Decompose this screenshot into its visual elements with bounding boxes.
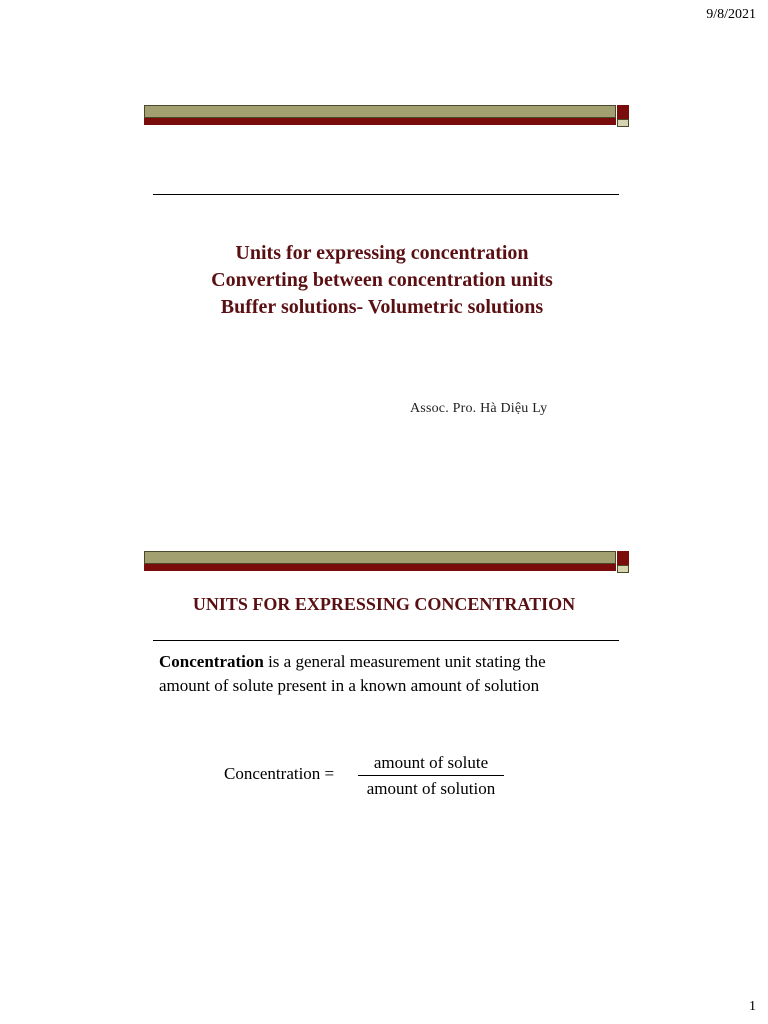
slide-2-header-bar	[144, 551, 630, 573]
header-bar-maroon-square	[617, 551, 629, 565]
definition-text: is a general measurement unit stating the amount of solute present in a known amount of solution	[159, 652, 546, 695]
header-bar-maroon-stripe	[144, 118, 616, 125]
formula-numerator: amount of solute	[373, 753, 489, 772]
formula-lhs: Concentration =	[224, 764, 335, 783]
page-date: 9/8/2021	[706, 7, 756, 22]
title-line-3: Buffer solutions- Volumetric solutions	[220, 296, 544, 318]
author-name: Assoc. Pro. Hà Diệu Ly	[410, 401, 548, 416]
concentration-definition	[159, 650, 599, 697]
formula-denominator: amount of solution	[366, 779, 496, 798]
slide-2-heading: UNITS FOR EXPRESSING CONCENTRATION	[192, 594, 576, 614]
title-line-2: Converting between concentration units	[211, 269, 553, 291]
header-bar-olive-stripe	[144, 551, 616, 564]
formula-fraction	[358, 752, 504, 800]
slide-2-divider	[153, 640, 619, 641]
header-bar-olive-square	[617, 565, 629, 573]
slide-1-divider	[153, 194, 619, 195]
header-bar-olive-stripe	[144, 105, 616, 118]
page-number: 1	[749, 999, 756, 1014]
header-bar-olive-square	[617, 119, 629, 127]
fraction-bar	[358, 775, 504, 776]
slide-1-title	[144, 240, 620, 321]
definition-term: Concentration	[159, 652, 264, 671]
header-bar-maroon-square	[617, 105, 629, 119]
header-bar-maroon-stripe	[144, 564, 616, 571]
slide-1-header-bar	[144, 105, 630, 127]
title-line-1: Units for expressing concentration	[235, 242, 529, 264]
